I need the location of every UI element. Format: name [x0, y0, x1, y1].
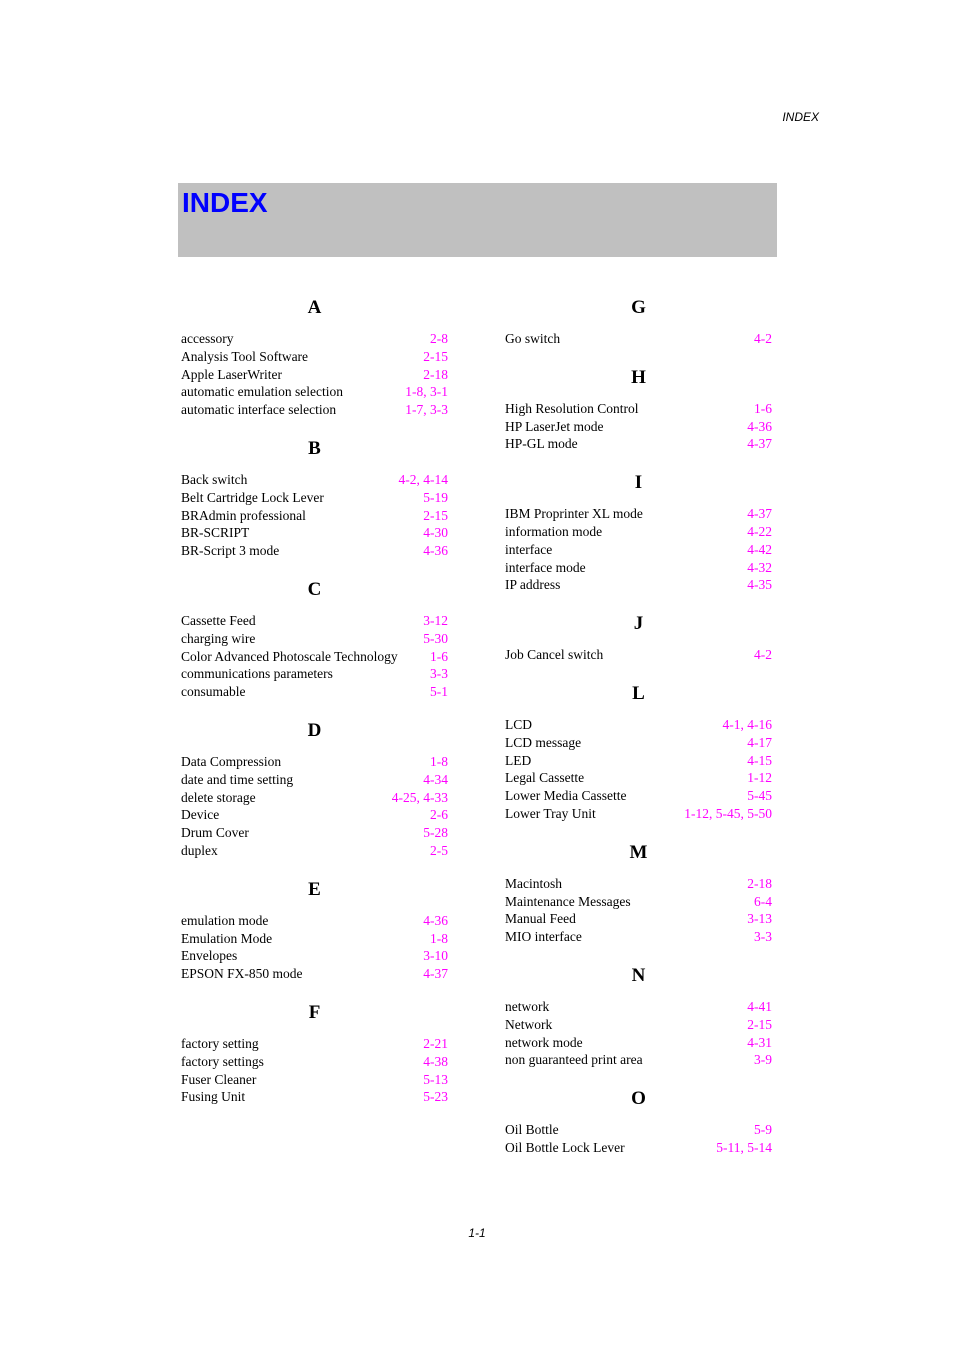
section-letter: A [307, 297, 322, 318]
index-term: BR-SCRIPT [181, 525, 250, 541]
index-entry [181, 401, 448, 419]
index-page-ref[interactable]: 4-2 [754, 647, 772, 663]
index-entry [181, 789, 448, 807]
index-entry [181, 330, 448, 348]
index-page-ref[interactable]: 4-34 [423, 771, 448, 787]
index-section-n [505, 964, 772, 1069]
index-term: emulation mode [181, 912, 269, 928]
index-term: BR-Script 3 mode [181, 543, 280, 559]
running-header: INDEX [782, 110, 819, 124]
index-page-ref[interactable]: 4-36 [423, 543, 448, 559]
index-term: LED [505, 752, 532, 768]
index-page-ref[interactable]: 2-18 [423, 366, 448, 382]
index-term: interface [505, 541, 553, 557]
index-entry [505, 646, 772, 664]
index-entry [181, 489, 448, 507]
index-entry [181, 771, 448, 789]
index-page-ref[interactable]: 4-31 [747, 1034, 772, 1050]
index-section-d [181, 719, 448, 860]
index-term: Fusing Unit [181, 1089, 246, 1105]
index-entry [181, 366, 448, 384]
index-page-ref[interactable]: 3-10 [423, 948, 448, 964]
index-term: BRAdmin professional [181, 507, 306, 523]
index-term: LCD message [505, 734, 582, 750]
page-title: INDEX [182, 187, 268, 218]
index-entry [505, 769, 772, 787]
index-entry [505, 752, 772, 770]
index-entry [505, 505, 772, 523]
index-term: information mode [505, 523, 603, 539]
index-page-ref[interactable]: 1-12 [747, 770, 772, 786]
index-page-ref[interactable]: 4-15 [747, 752, 772, 768]
index-entry [181, 383, 448, 401]
index-page-ref[interactable]: 3-3 [430, 666, 448, 682]
index-entry [181, 1088, 448, 1106]
index-section-o [505, 1087, 772, 1157]
index-page-ref[interactable]: 1-8 [430, 930, 448, 946]
index-page-ref[interactable]: 4-42 [747, 541, 772, 557]
index-term: EPSON FX-850 mode [181, 966, 303, 982]
section-letter: G [631, 297, 646, 318]
index-column-left [181, 296, 448, 1124]
index-page-ref[interactable]: 4-37 [747, 436, 772, 452]
index-section-a [181, 296, 448, 419]
index-term: communications parameters [181, 666, 333, 682]
index-page-ref[interactable]: 4-37 [747, 506, 772, 522]
page-number: 1-1 [468, 1226, 486, 1240]
index-page-ref[interactable]: 3-3 [754, 929, 772, 945]
index-entry [181, 348, 448, 366]
index-term: non guaranteed print area [505, 1052, 643, 1068]
index-section-h [505, 366, 772, 453]
index-term: factory settings [181, 1053, 264, 1069]
index-term: IBM Proprinter XL mode [505, 506, 643, 522]
index-term: Back switch [181, 471, 248, 487]
index-entry [505, 1051, 772, 1069]
index-section-e [181, 878, 448, 983]
index-term: High Resolution Control [505, 400, 639, 416]
index-page-ref[interactable]: 2-18 [747, 875, 772, 891]
index-entry [181, 947, 448, 965]
index-entry [505, 928, 772, 946]
section-letter: L [632, 682, 645, 704]
index-term: Device [181, 807, 220, 823]
index-term: MIO interface [505, 929, 582, 945]
index-entry [505, 400, 772, 418]
index-entry [505, 1016, 772, 1034]
index-term: Legal Cassette [505, 770, 585, 786]
index-page-ref[interactable]: 4-32 [747, 559, 772, 575]
title-band [178, 183, 777, 257]
index-entry [181, 753, 448, 771]
index-entry [181, 1053, 448, 1071]
index-page-ref[interactable]: 2-15 [747, 1016, 772, 1032]
index-page-ref[interactable]: 4-1, 4-16 [722, 716, 772, 732]
index-page-ref[interactable]: 1-6 [754, 400, 772, 416]
index-entry [505, 910, 772, 928]
index-term: Belt Cartridge Lock Lever [181, 489, 324, 505]
index-entry [181, 842, 448, 860]
index-term: consumable [181, 684, 246, 700]
index-entry [181, 1035, 448, 1053]
section-letter: H [631, 366, 646, 388]
index-entry [505, 875, 772, 893]
index-term: Network [505, 1016, 553, 1032]
index-page-ref[interactable]: 5-11, 5-14 [716, 1139, 772, 1155]
index-entry [181, 471, 448, 489]
index-term: Lower Tray Unit [505, 805, 596, 821]
index-entry [181, 930, 448, 948]
index-term: Cassette Feed [181, 612, 256, 628]
index-page-ref[interactable]: 4-36 [423, 912, 448, 928]
index-entry [505, 1034, 772, 1052]
index-page-ref[interactable]: 2-15 [423, 507, 448, 523]
index-entry [505, 787, 772, 805]
index-section-c [181, 578, 448, 701]
index-entry [505, 330, 772, 348]
index-page-ref[interactable]: 5-9 [754, 1122, 772, 1138]
index-term: automatic interface selection [181, 402, 337, 418]
section-letter: M [629, 841, 648, 863]
index-page-ref[interactable]: 4-25, 4-33 [391, 789, 448, 805]
index-term: network mode [505, 1034, 583, 1050]
index-entry [505, 559, 772, 577]
index-page-ref[interactable]: 1-8 [430, 753, 448, 769]
index-page-ref[interactable]: 1-12, 5-45, 5-50 [684, 805, 772, 821]
index-term: Color Advanced Photoscale Technology [181, 648, 398, 664]
index-term: Go switch [505, 331, 561, 346]
index-entry [505, 541, 772, 559]
index-page-ref[interactable]: 4-36 [747, 418, 772, 434]
index-term: Lower Media Cassette [505, 788, 627, 804]
index-page-ref[interactable]: 5-30 [423, 630, 448, 646]
section-letter: C [307, 578, 322, 600]
index-page-ref[interactable]: 4-41 [747, 998, 772, 1014]
index-term: date and time setting [181, 771, 294, 787]
index-entry [505, 418, 772, 436]
index-page-ref[interactable]: 2-5 [430, 842, 448, 858]
index-page-ref[interactable]: 4-38 [423, 1053, 448, 1069]
index-term: network [505, 998, 550, 1014]
index-entry [505, 734, 772, 752]
index-page-ref[interactable]: 1-7, 3-3 [405, 402, 448, 418]
index-entry [505, 435, 772, 453]
index-entry [505, 805, 772, 823]
index-entry [505, 716, 772, 734]
index-entry [181, 542, 448, 560]
section-letter: E [308, 878, 321, 900]
index-entry [505, 576, 772, 594]
index-term: automatic emulation selection [181, 384, 343, 400]
index-term: LCD [505, 716, 532, 732]
index-page-ref[interactable]: 1-8, 3-1 [405, 384, 448, 400]
index-page-ref[interactable]: 1-6 [430, 648, 448, 664]
section-letter: D [307, 719, 322, 741]
index-page-ref[interactable]: 6-4 [754, 893, 772, 909]
index-page-ref[interactable]: 3-12 [423, 612, 448, 628]
index-term: Macintosh [505, 875, 562, 891]
index-page-ref[interactable]: 3-13 [747, 911, 772, 927]
index-entry [505, 998, 772, 1016]
index-term: Emulation Mode [181, 930, 273, 946]
index-section-i [505, 471, 772, 594]
index-entry [181, 965, 448, 983]
index-page-ref[interactable]: 4-17 [747, 734, 772, 750]
index-page-ref[interactable]: 4-30 [423, 525, 448, 541]
index-section-l [505, 682, 772, 823]
index-page-ref[interactable]: 5-45 [747, 788, 772, 804]
index-page-ref[interactable]: 4-35 [747, 577, 772, 593]
index-term: Manual Feed [505, 911, 576, 927]
index-term: IP address [505, 577, 561, 593]
index-term: HP LaserJet mode [505, 418, 604, 434]
index-term: HP-GL mode [505, 436, 578, 452]
index-term: delete storage [181, 789, 256, 805]
index-page-ref[interactable]: 5-13 [423, 1071, 448, 1087]
index-page-ref[interactable]: 4-37 [423, 966, 448, 982]
index-page-ref[interactable]: 2-8 [430, 331, 448, 346]
section-letter: N [631, 964, 646, 986]
index-term: interface mode [505, 559, 586, 575]
index-page-ref[interactable]: 4-22 [747, 523, 772, 539]
index-term: Drum Cover [181, 825, 249, 841]
index-page-ref[interactable]: 5-1 [430, 684, 448, 700]
index-entry [505, 1121, 772, 1139]
index-term: Envelopes [181, 948, 238, 964]
index-term: Maintenance Messages [505, 893, 631, 909]
section-letter: I [634, 472, 643, 494]
index-section-j [505, 612, 772, 664]
index-page-ref[interactable]: 5-19 [423, 489, 448, 505]
index-term: factory setting [181, 1035, 259, 1051]
index-entry [181, 648, 448, 666]
index-entry [505, 893, 772, 911]
index-entry [505, 523, 772, 541]
index-page-ref[interactable]: 2-21 [423, 1035, 448, 1051]
index-entry [181, 806, 448, 824]
index-section-f [181, 1001, 448, 1106]
index-term: Apple LaserWriter [181, 366, 283, 382]
section-letter: J [633, 613, 644, 635]
index-section-b [181, 437, 448, 560]
index-entry [181, 824, 448, 842]
index-section-m [505, 841, 772, 946]
index-entry [181, 912, 448, 930]
index-term: charging wire [181, 630, 256, 646]
section-letter: F [308, 1001, 321, 1023]
index-page-ref[interactable]: 5-23 [423, 1089, 448, 1105]
index-page-ref[interactable]: 5-28 [423, 825, 448, 841]
index-term: Data Compression [181, 753, 282, 769]
index-term: Analysis Tool Software [181, 348, 309, 364]
index-term: Fuser Cleaner [181, 1071, 257, 1087]
index-column-right [505, 296, 772, 1175]
index-page-ref[interactable]: 3-9 [754, 1052, 772, 1068]
index-entry [181, 612, 448, 630]
index-entry [505, 1139, 772, 1157]
index-page-ref[interactable]: 2-15 [423, 348, 448, 364]
index-term: Oil Bottle Lock Lever [505, 1139, 625, 1155]
index-entry [181, 524, 448, 542]
section-letter: B [308, 437, 321, 459]
index-entry [181, 630, 448, 648]
index-entry [181, 683, 448, 701]
index-section-g [505, 296, 772, 348]
index-entry [181, 665, 448, 683]
index-term: Job Cancel switch [505, 647, 604, 663]
index-term: Oil Bottle [505, 1122, 559, 1138]
index-term: accessory [181, 331, 234, 346]
index-page-ref[interactable]: 2-6 [430, 807, 448, 823]
section-letter: O [631, 1088, 646, 1110]
index-entry [181, 507, 448, 525]
index-page-ref[interactable]: 4-2, 4-14 [398, 471, 448, 487]
index-entry [181, 1071, 448, 1089]
index-page-ref[interactable]: 4-2 [754, 331, 772, 346]
index-term: duplex [181, 842, 218, 858]
